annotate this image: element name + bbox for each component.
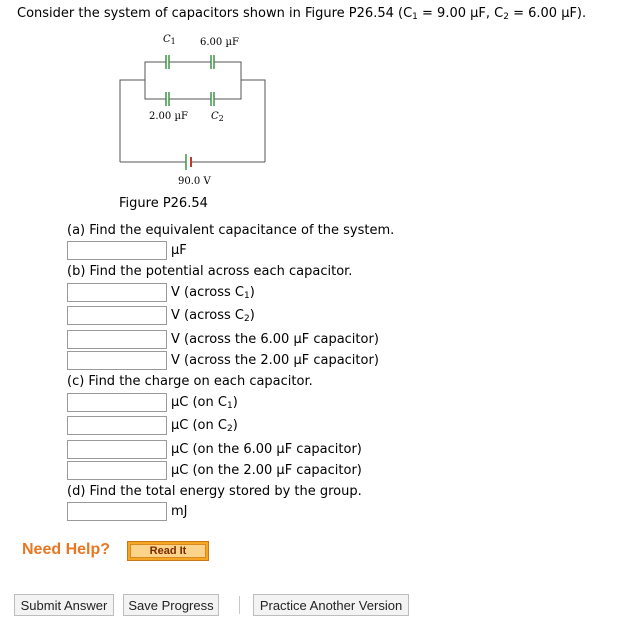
answer-b2-input[interactable]	[67, 306, 167, 325]
unit-b2-close: )	[249, 308, 255, 323]
prompt-text-1: Consider the system of capacitors shown in Figure P26.54 (C	[17, 6, 413, 21]
wire-upper-left	[145, 62, 166, 75]
problem-statement	[17, 6, 586, 22]
prompt-sub-1: 1	[412, 12, 418, 22]
unit-b1-close: )	[249, 285, 255, 300]
c2-label-sub: 2	[218, 114, 224, 123]
unit-c4: µC (on the 2.00 µF capacitor)	[171, 463, 362, 478]
practice-another-version-button[interactable]: Practice Another Version	[253, 594, 409, 616]
unit-c1-text: µC (on C	[171, 395, 227, 410]
prompt-text-2: = 9.00 µF, C	[417, 6, 504, 21]
unit-b4: V (across the 2.00 µF capacitor)	[171, 353, 379, 368]
answer-c1-input[interactable]	[67, 393, 167, 412]
unit-d: mJ	[171, 504, 188, 519]
answer-c4-input[interactable]	[67, 461, 167, 480]
unit-b2-sub: 2	[243, 314, 250, 324]
circuit-figure	[110, 30, 280, 200]
unit-c2-sub: 2	[226, 424, 233, 434]
answer-b4-input[interactable]	[67, 351, 167, 370]
read-it-label: Read It	[130, 544, 206, 558]
unit-c2-close: )	[232, 418, 238, 433]
unit-b3: V (across the 6.00 µF capacitor)	[171, 332, 379, 347]
prompt-text-3: = 6.00 µF).	[508, 6, 587, 21]
read-it-button[interactable]	[127, 541, 209, 561]
answer-c2-input[interactable]	[67, 416, 167, 435]
c2-label	[211, 111, 224, 123]
save-progress-button[interactable]: Save Progress	[123, 594, 219, 616]
unit-a: µF	[171, 243, 187, 258]
actions-divider	[239, 596, 240, 614]
answer-d-input[interactable]	[67, 502, 167, 521]
unit-b1-text: V (across C	[171, 285, 244, 300]
battery-label: 90.0 V	[178, 176, 211, 187]
need-help-label: Need Help?	[22, 541, 111, 558]
wire-outer-left	[120, 80, 145, 162]
unit-b2-text: V (across C	[171, 308, 244, 323]
c2-label-text: C	[211, 111, 219, 122]
answer-b3-input[interactable]	[67, 330, 167, 349]
figure-caption: Figure P26.54	[119, 196, 208, 211]
unit-b2	[171, 308, 255, 324]
unit-b1	[171, 285, 255, 301]
unit-b1-sub: 1	[243, 291, 250, 301]
unit-c1-close: )	[232, 395, 238, 410]
answer-c3-input[interactable]	[67, 440, 167, 459]
unit-c2	[171, 418, 238, 434]
answer-a-input[interactable]	[67, 241, 167, 260]
wire-lower-left	[145, 80, 166, 99]
c1-label-sub: 1	[170, 37, 176, 46]
c1-label	[163, 34, 176, 46]
unit-c1	[171, 395, 238, 411]
wire-upper-right	[214, 62, 241, 75]
unit-c3: µC (on the 6.00 µF capacitor)	[171, 442, 362, 457]
question-b: (b) Find the potential across each capacitor.	[67, 264, 353, 279]
answer-b1-input[interactable]	[67, 283, 167, 302]
question-d: (d) Find the total energy stored by the group.	[67, 484, 362, 499]
prompt-sub-2: 2	[503, 12, 509, 22]
submit-answer-button[interactable]: Submit Answer	[14, 594, 114, 616]
unit-c1-sub: 1	[226, 401, 233, 411]
unit-c2-text: µC (on C	[171, 418, 227, 433]
question-c: (c) Find the charge on each capacitor.	[67, 374, 313, 389]
cap-bottom-value: 2.00 µF	[149, 111, 188, 122]
cap-top-value: 6.00 µF	[200, 37, 239, 48]
c1-label-text: C	[163, 34, 171, 45]
question-a: (a) Find the equivalent capacitance of the system.	[67, 223, 395, 238]
